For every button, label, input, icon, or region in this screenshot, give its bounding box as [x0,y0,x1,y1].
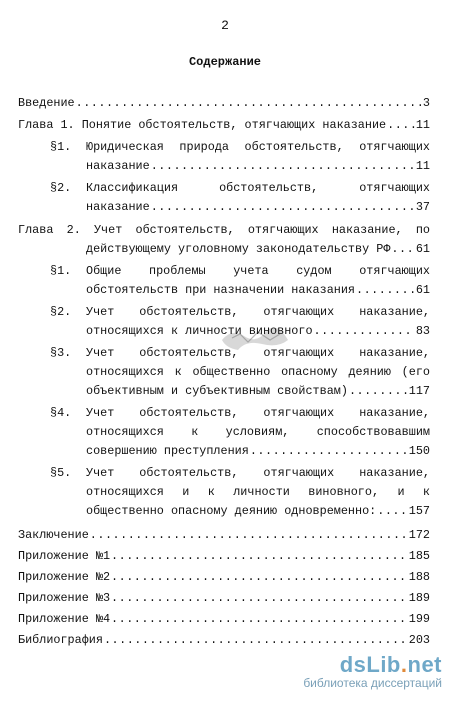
toc-page: 61 [415,242,430,256]
toc-section-number: §1. [50,140,72,154]
toc-entry-chapter-2[interactable] [86,242,430,256]
dot-leader [111,549,408,563]
toc-section-title[interactable]: Учет обстоятельств, отягчающих наказание, [86,406,430,420]
toc-page: 199 [408,612,430,626]
dot-leader [104,633,408,647]
toc-entry-ch2-s1[interactable] [86,283,430,297]
toc-label: совершению преступления [86,444,249,458]
toc-entry-ch2-s3[interactable] [86,384,430,398]
dot-leader [391,242,414,256]
dot-leader [387,118,415,132]
page-title: Содержание [188,55,261,69]
toc-label: объективным и субъективным свойствам) [86,384,348,398]
toc-page: 37 [415,200,430,214]
toc-page: 3 [422,96,430,110]
toc-label: общественно опасному деянию одновременно: [86,504,377,518]
toc-entry-chapter-1[interactable] [18,118,430,132]
toc-label: Приложение №4 [18,612,111,626]
toc-entry-appendix-4[interactable] [18,612,430,626]
toc-section-title[interactable]: Юридическая природа обстоятельств, отягчающих [86,140,430,154]
toc-chapter-2-title[interactable]: Глава 2. Учет обстоятельств, отягчающих наказание, по [18,223,430,237]
toc-section-number: §3. [50,346,72,360]
watermark [303,652,442,690]
toc-label: Библиография [18,633,103,647]
dot-leader [111,570,408,584]
dot-leader [151,200,415,214]
toc-section-number: §2. [50,305,72,319]
toc-label: относящихся к личности виновного [86,324,313,338]
watermark-logo: dsLib.net [339,652,442,677]
toc-label: наказание [86,200,150,214]
ink-smudge [218,320,298,358]
toc-section-title[interactable]: Учет обстоятельств, отягчающих наказание, [86,305,430,319]
dot-leader [250,444,408,458]
toc-page: 172 [408,528,430,542]
toc-entry-ch2-s5[interactable] [86,504,430,518]
dot-leader [349,384,408,398]
toc-page: 150 [408,444,430,458]
toc-label: Приложение №2 [18,570,111,584]
toc-label: обстоятельств при назначении наказания [86,283,356,297]
toc-section-title[interactable]: Классификация обстоятельств, отягчающих [86,181,430,195]
toc-section-title-cont[interactable]: относящихся и к личности виновного, и к [86,485,430,499]
toc-entry-appendix-3[interactable] [18,591,430,605]
toc-entry-ch1-s2[interactable] [86,200,430,214]
dot-leader [111,591,408,605]
page-number: 2 [221,18,229,33]
toc-label: наказание [86,159,150,173]
toc-page: 203 [408,633,430,647]
toc-page: 83 [415,324,430,338]
dot-leader [151,159,415,173]
toc-page: 188 [408,570,430,584]
toc-section-number: §4. [50,406,72,420]
toc-entry-appendix-2[interactable] [18,570,430,584]
toc-page: 117 [408,384,430,398]
toc-page: 157 [408,504,430,518]
toc-section-title[interactable]: Учет обстоятельств, отягчающих наказание, [86,346,430,360]
toc-entry-ch2-s4[interactable] [86,444,430,458]
toc-label: Заключение [18,528,89,542]
toc-section-title[interactable]: Учет обстоятельств, отягчающих наказание, [86,466,430,480]
toc-section-number: §2. [50,181,72,195]
toc-page: 185 [408,549,430,563]
toc-section-title[interactable]: Общие проблемы учета судом отягчающих [86,264,430,278]
toc-page: 11 [415,118,430,132]
dot-leader [111,612,408,626]
toc-section-number: §1. [50,264,72,278]
toc-entry-ch1-s1[interactable] [86,159,430,173]
toc-entry-appendix-1[interactable] [18,549,430,563]
dot-leader [314,324,415,338]
toc-section-title-cont[interactable]: относящихся к общественно опасному деянию (его [86,365,430,379]
toc-page: 61 [415,283,430,297]
toc-page: 189 [408,591,430,605]
toc-label: Приложение №1 [18,549,111,563]
dot-leader [356,283,415,297]
toc-label: действующему уголовному законодательству РФ [86,242,391,256]
toc-label: Приложение №3 [18,591,111,605]
toc-entry-conclusion[interactable] [18,528,430,542]
toc-section-number: §5. [50,466,72,480]
toc-label: Введение [18,96,75,110]
watermark-subtitle: библиотека диссертаций [303,676,442,690]
toc-section-title-cont[interactable]: относящихся к условиям, способствовавшим [86,425,430,439]
toc-label: Глава 1. Понятие обстоятельств, отягчающих наказание [18,118,387,132]
toc-entry-bibliography[interactable] [18,633,430,647]
dot-leader [90,528,408,542]
toc-entry-intro[interactable] [18,96,430,110]
toc-page: 11 [415,159,430,173]
dot-leader [377,504,407,518]
dot-leader [76,96,422,110]
